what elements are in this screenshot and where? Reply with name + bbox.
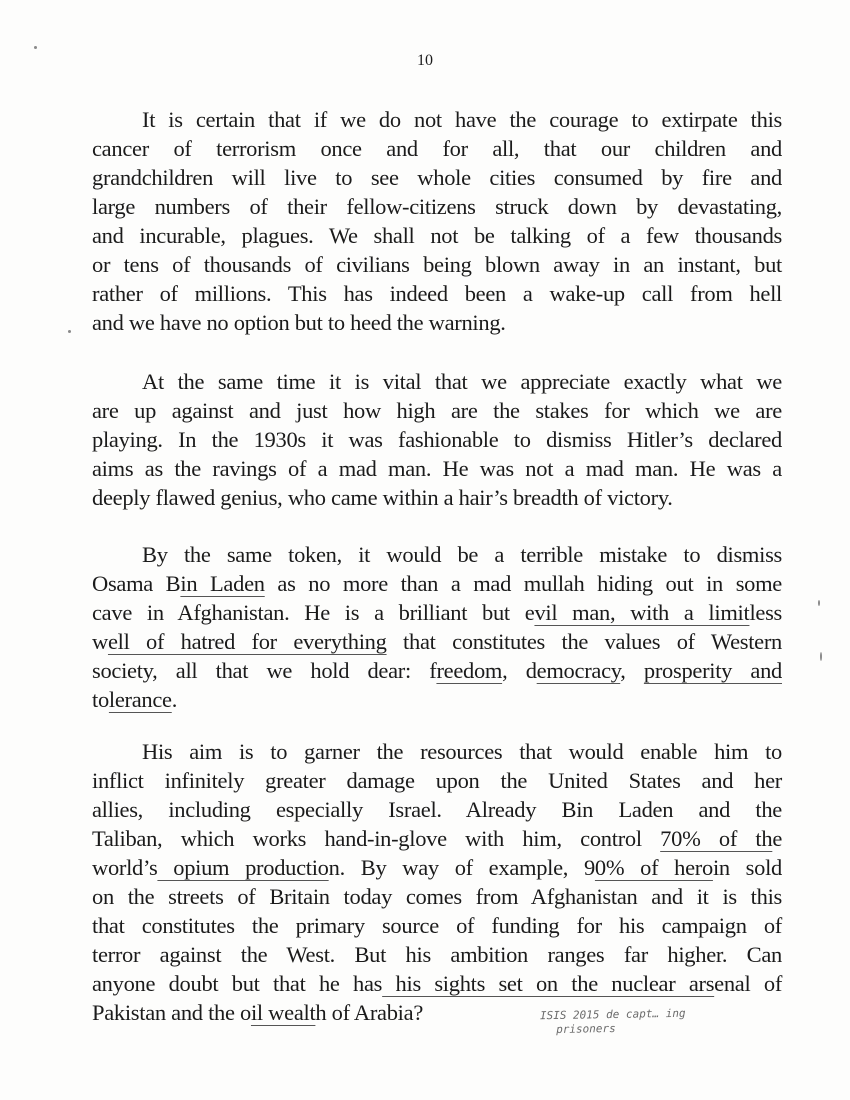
text-run: , xyxy=(620,658,644,683)
text-line xyxy=(92,627,782,656)
underlined-text: emocracy xyxy=(536,658,621,683)
text-line: and we have no option but to heed the warning. xyxy=(92,310,506,335)
text-run: cave in Afghanistan. He is a brilliant but e xyxy=(92,600,535,625)
text-run: n. By way of example, 9 xyxy=(328,855,595,880)
text-run: w xyxy=(92,629,108,654)
handwritten-note-line: ISIS 2015 de capt… ing xyxy=(539,1006,686,1023)
text-line: and incurable, plagues. We shall not be talking of a few thousands xyxy=(92,223,782,248)
text-line: It is certain that if we do not have the courage to extirpate this xyxy=(142,107,782,132)
text-line: deeply flawed genius, who came within a hair’s breadth of victory. xyxy=(92,485,673,510)
page-number: 10 xyxy=(417,52,433,69)
underlined-text: in Laden xyxy=(180,571,265,596)
handwritten-note xyxy=(540,1005,800,1038)
text-run: less xyxy=(749,600,782,625)
text-run: to xyxy=(92,687,109,712)
underlined-text: 0% of hero xyxy=(594,855,713,880)
text-line xyxy=(92,969,782,998)
underlined-text: lerance xyxy=(108,687,172,712)
scan-speck xyxy=(818,600,820,606)
text-run: society, all that we hold dear: f xyxy=(92,658,437,683)
text-line: At the same time it is vital that we appreciate exactly what we xyxy=(142,369,782,394)
text-run: h of Arabia? xyxy=(315,1000,424,1025)
paragraph-3 xyxy=(92,540,782,714)
text-line: or tens of thousands of civilians being blown away in an instant, but xyxy=(92,252,782,277)
text-line: large numbers of their fellow-citizens struck down by devastating, xyxy=(92,194,782,219)
text-run: as no more than a mad mullah hiding out in some xyxy=(264,571,782,596)
text-line: grandchildren will live to see whole cities consumed by fire and xyxy=(92,165,782,190)
text-run: His aim is to garner the resources that would enable him to xyxy=(142,739,782,764)
text-run: Osama B xyxy=(92,571,181,596)
underlined-text: opium productio xyxy=(157,855,329,880)
text-run: Taliban, which works hand-in-glove with him, control xyxy=(92,826,661,851)
text-run: By the same token, it would be a terrible mistake to dismiss xyxy=(142,542,782,567)
text-run: allies, including especially Israel. Already Bin Laden and the xyxy=(92,797,782,822)
scan-speck xyxy=(34,46,37,49)
text-run: enal of xyxy=(714,971,783,996)
text-line xyxy=(92,685,782,714)
underlined-text: il wealt xyxy=(250,1000,316,1025)
text-line xyxy=(92,598,782,627)
text-run: that constitutes the primary source of funding for his campaign of xyxy=(92,913,782,938)
text-line: rather of millions. This has indeed been a wake-up call from hell xyxy=(92,281,782,306)
text-run: in sold xyxy=(712,855,782,880)
text-line: are up against and just how high are the stakes for which we are xyxy=(92,398,782,423)
text-line xyxy=(92,882,782,911)
text-run: terror against the West. But his ambition ranges far higher. Can xyxy=(92,942,782,967)
text-line xyxy=(92,737,782,766)
text-line xyxy=(92,766,782,795)
text-line xyxy=(92,540,782,569)
text-run: that constitutes the values of Western xyxy=(386,629,782,654)
text-run: inflict infinitely greater damage upon the United States and her xyxy=(92,768,782,793)
scan-speck xyxy=(68,330,71,333)
underlined-text: reedom xyxy=(436,658,503,683)
underlined-text: 70% of th xyxy=(660,826,773,851)
text-line xyxy=(92,795,782,824)
paragraph-4 xyxy=(92,737,782,1027)
paragraph-2 xyxy=(92,367,782,512)
text-line xyxy=(92,569,782,598)
text-run: world’s xyxy=(92,855,158,880)
underlined-text: his sights set on the nuclear ars xyxy=(382,971,715,996)
underlined-text: ell of hatred for everything xyxy=(107,629,387,654)
text-line xyxy=(92,940,782,969)
text-run: e xyxy=(772,826,782,851)
handwritten-note-line: prisoners xyxy=(556,1021,616,1036)
text-line xyxy=(92,824,782,853)
text-run: . xyxy=(171,687,178,712)
scan-speck xyxy=(820,652,822,661)
text-line: aims as the ravings of a mad man. He was not a mad man. He was a xyxy=(92,456,782,481)
underlined-text: vil man, with a limit xyxy=(534,600,750,625)
text-line xyxy=(92,656,782,685)
text-line xyxy=(92,853,782,882)
underlined-text: prosperity and xyxy=(643,658,782,683)
paragraph-1 xyxy=(92,105,782,337)
text-run: , d xyxy=(502,658,537,683)
text-run: on the streets of Britain today comes from Afghanistan and it is this xyxy=(92,884,782,909)
text-line: cancer of terrorism once and for all, that our children and xyxy=(92,136,782,161)
text-line: playing. In the 1930s it was fashionable to dismiss Hitler’s declared xyxy=(92,427,782,452)
text-run: anyone doubt but that he has xyxy=(92,971,383,996)
text-run: Pakistan and the o xyxy=(92,1000,251,1025)
text-line xyxy=(92,911,782,940)
